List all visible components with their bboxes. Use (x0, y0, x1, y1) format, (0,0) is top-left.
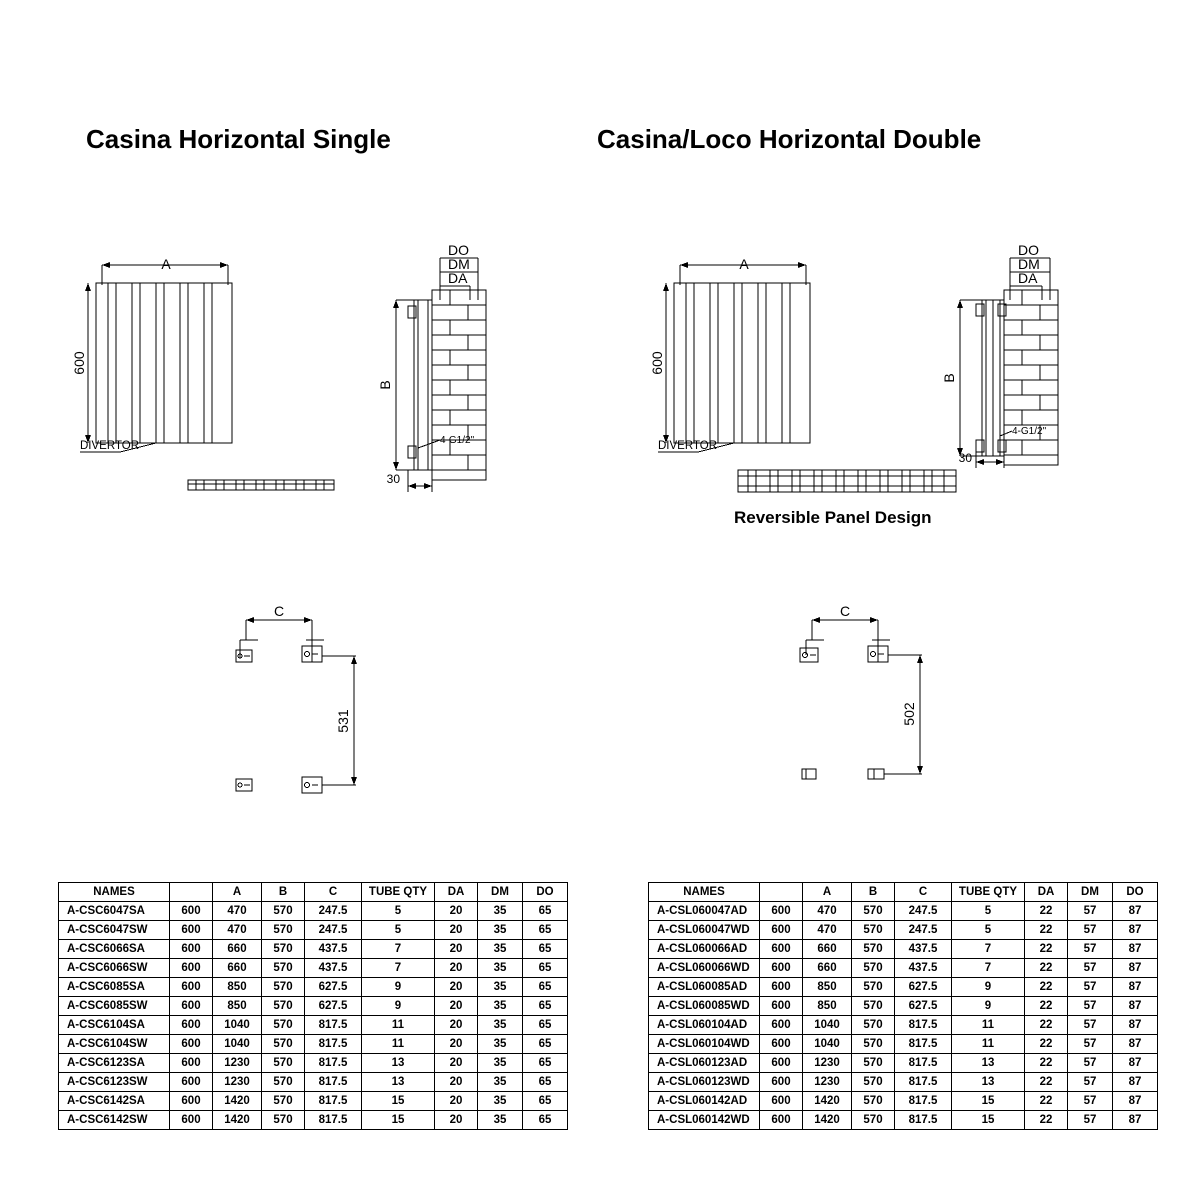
cell-c: 817.5 (895, 1092, 952, 1111)
cell-b: 570 (852, 940, 895, 959)
cell-name: A-CSL060142AD (649, 1092, 760, 1111)
cell-name: A-CSC6104SW (59, 1035, 170, 1054)
cell-a: 1040 (803, 1035, 852, 1054)
cell-dm: 57 (1068, 1035, 1113, 1054)
plan-strip-right (738, 470, 956, 492)
col-header-a: A (213, 883, 262, 902)
cell-c: 817.5 (305, 1035, 362, 1054)
spec-table-single (58, 882, 568, 1130)
cell-tube-qty: 15 (952, 1111, 1025, 1130)
table-row (59, 1054, 568, 1073)
col-header-a: A (803, 883, 852, 902)
cell-b: 570 (852, 902, 895, 921)
cell-c: 247.5 (895, 902, 952, 921)
cell-do: 87 (1113, 997, 1158, 1016)
cell-b: 570 (852, 1111, 895, 1130)
cell-b: 570 (262, 1073, 305, 1092)
cell-b: 570 (262, 921, 305, 940)
table-row (59, 959, 568, 978)
cell-c: 627.5 (305, 997, 362, 1016)
cell-a: 1040 (803, 1016, 852, 1035)
col-header-b: B (262, 883, 305, 902)
cell-a: 660 (803, 959, 852, 978)
cell-b: 570 (852, 1073, 895, 1092)
cell-c: 437.5 (305, 940, 362, 959)
svg-text:A: A (161, 256, 171, 272)
cell-da: 22 (1025, 921, 1068, 940)
cell-b: 570 (852, 959, 895, 978)
cell-height: 600 (760, 902, 803, 921)
cell-tube-qty: 7 (952, 940, 1025, 959)
cell-tube-qty: 5 (362, 902, 435, 921)
table-row (59, 997, 568, 1016)
cell-a: 470 (213, 902, 262, 921)
cell-tube-qty: 13 (362, 1073, 435, 1092)
cell-b: 570 (852, 1092, 895, 1111)
cell-c: 247.5 (305, 921, 362, 940)
cell-a: 1420 (213, 1111, 262, 1130)
dim-B-left (393, 300, 414, 470)
cell-name: A-CSC6142SA (59, 1092, 170, 1111)
col-header-names: NAMES (59, 883, 170, 902)
cell-dm: 35 (478, 921, 523, 940)
cell-a: 470 (803, 902, 852, 921)
cell-tube-qty: 11 (362, 1035, 435, 1054)
svg-text:A: A (739, 256, 749, 272)
svg-text:DIVERTOR: DIVERTOR (658, 440, 718, 452)
svg-text:DA: DA (448, 270, 468, 286)
cell-dm: 35 (478, 1111, 523, 1130)
cell-c: 817.5 (895, 1035, 952, 1054)
col-header-tube-qty: TUBE QTY (362, 883, 435, 902)
svg-text:DIVERTOR: DIVERTOR (80, 440, 140, 452)
cell-c: 817.5 (305, 1016, 362, 1035)
svg-text:C: C (839, 603, 851, 619)
cell-c: 817.5 (895, 1111, 952, 1130)
cell-dm: 35 (478, 1092, 523, 1111)
cell-a: 660 (213, 959, 262, 978)
cell-do: 65 (523, 959, 568, 978)
table-row (59, 940, 568, 959)
table-row (649, 902, 1158, 921)
cell-height: 600 (170, 1035, 213, 1054)
col-header-height (760, 883, 803, 902)
cell-tube-qty: 11 (362, 1016, 435, 1035)
cell-name: A-CSC6066SA (59, 940, 170, 959)
cell-dm: 57 (1068, 902, 1113, 921)
col-header-do: DO (1113, 883, 1158, 902)
cell-tube-qty: 15 (362, 1111, 435, 1130)
cell-da: 20 (435, 940, 478, 959)
cell-b: 570 (852, 1035, 895, 1054)
cell-tube-qty: 9 (362, 978, 435, 997)
cell-height: 600 (170, 1111, 213, 1130)
cell-height: 600 (170, 1054, 213, 1073)
cell-dm: 35 (478, 940, 523, 959)
svg-text:4-G1/2": 4-G1/2" (1012, 426, 1047, 437)
svg-text:DO: DO (1018, 242, 1039, 258)
cell-name: A-CSL060066AD (649, 940, 760, 959)
cell-c: 437.5 (895, 940, 952, 959)
cell-da: 22 (1025, 1016, 1068, 1035)
col-header-dm: DM (478, 883, 523, 902)
cell-height: 600 (170, 1092, 213, 1111)
cell-do: 87 (1113, 1092, 1158, 1111)
table-row (59, 1016, 568, 1035)
cell-b: 570 (262, 959, 305, 978)
cell-name: A-CSL060104AD (649, 1016, 760, 1035)
cell-do: 65 (523, 1054, 568, 1073)
cell-height: 600 (170, 921, 213, 940)
cell-tube-qty: 9 (952, 978, 1025, 997)
table-row (649, 997, 1158, 1016)
cell-a: 850 (213, 978, 262, 997)
cell-b: 570 (262, 902, 305, 921)
cell-da: 22 (1025, 902, 1068, 921)
cell-c: 817.5 (305, 1073, 362, 1092)
table-row (649, 1092, 1158, 1111)
cell-a: 1230 (803, 1054, 852, 1073)
cell-height: 600 (760, 940, 803, 959)
cell-b: 570 (852, 1016, 895, 1035)
cell-height: 600 (170, 959, 213, 978)
cell-dm: 57 (1068, 959, 1113, 978)
cell-da: 22 (1025, 997, 1068, 1016)
cell-da: 20 (435, 997, 478, 1016)
cell-height: 600 (170, 1073, 213, 1092)
cell-do: 65 (523, 1016, 568, 1035)
svg-text:30: 30 (386, 472, 400, 486)
table-row (59, 902, 568, 921)
svg-text:DO: DO (448, 242, 469, 258)
cell-tube-qty: 15 (362, 1092, 435, 1111)
cell-dm: 35 (478, 1073, 523, 1092)
cell-dm: 57 (1068, 997, 1113, 1016)
cell-height: 600 (170, 997, 213, 1016)
cell-c: 817.5 (305, 1054, 362, 1073)
cell-dm: 57 (1068, 1092, 1113, 1111)
cell-c: 817.5 (895, 1016, 952, 1035)
cell-name: A-CSL060066WD (649, 959, 760, 978)
cell-name: A-CSC6085SA (59, 978, 170, 997)
svg-text:DM: DM (448, 256, 470, 272)
cell-name: A-CSL060085WD (649, 997, 760, 1016)
table-row (649, 921, 1158, 940)
cell-tube-qty: 5 (952, 902, 1025, 921)
cell-name: A-CSC6142SW (59, 1111, 170, 1130)
cell-a: 1420 (213, 1092, 262, 1111)
table-row (649, 1054, 1158, 1073)
cell-da: 20 (435, 959, 478, 978)
cell-height: 600 (760, 1111, 803, 1130)
svg-text:DA: DA (1018, 270, 1038, 286)
cell-do: 65 (523, 978, 568, 997)
cell-height: 600 (170, 902, 213, 921)
cell-do: 87 (1113, 1016, 1158, 1035)
cell-da: 22 (1025, 1111, 1068, 1130)
cell-a: 1040 (213, 1035, 262, 1054)
col-header-da: DA (1025, 883, 1068, 902)
cell-name: A-CSC6066SW (59, 959, 170, 978)
cell-do: 65 (523, 902, 568, 921)
cell-do: 65 (523, 1073, 568, 1092)
cell-c: 437.5 (895, 959, 952, 978)
cell-do: 87 (1113, 902, 1158, 921)
cell-name: A-CSC6047SW (59, 921, 170, 940)
cell-tube-qty: 9 (362, 997, 435, 1016)
cell-da: 22 (1025, 940, 1068, 959)
cell-do: 87 (1113, 959, 1158, 978)
cell-dm: 35 (478, 1035, 523, 1054)
svg-text:600: 600 (71, 351, 87, 375)
svg-text:C: C (273, 603, 285, 619)
col-header-dm: DM (1068, 883, 1113, 902)
bracket-layout-right (800, 603, 923, 779)
table-row (59, 1073, 568, 1092)
cell-height: 600 (760, 997, 803, 1016)
cell-c: 817.5 (305, 1092, 362, 1111)
col-header-c: C (305, 883, 362, 902)
cell-b: 570 (262, 978, 305, 997)
cell-da: 22 (1025, 959, 1068, 978)
cell-a: 1420 (803, 1111, 852, 1130)
cell-name: A-CSL060047AD (649, 902, 760, 921)
cell-name: A-CSC6104SA (59, 1016, 170, 1035)
cell-a: 850 (803, 997, 852, 1016)
cell-c: 247.5 (305, 902, 362, 921)
cell-a: 1230 (213, 1054, 262, 1073)
table-row (59, 921, 568, 940)
cell-dm: 35 (478, 978, 523, 997)
cell-height: 600 (760, 978, 803, 997)
cell-do: 87 (1113, 978, 1158, 997)
col-header-names: NAMES (649, 883, 760, 902)
cell-name: A-CSL060123AD (649, 1054, 760, 1073)
table-header-row (59, 883, 568, 902)
table-row (649, 978, 1158, 997)
cell-a: 470 (803, 921, 852, 940)
cell-dm: 57 (1068, 1016, 1113, 1035)
cell-dm: 57 (1068, 1073, 1113, 1092)
cell-b: 570 (262, 1035, 305, 1054)
cell-height: 600 (760, 1073, 803, 1092)
cell-tube-qty: 11 (952, 1016, 1025, 1035)
table-row (649, 1111, 1158, 1130)
table-row (59, 1111, 568, 1130)
cell-dm: 35 (478, 1016, 523, 1035)
cell-b: 570 (852, 978, 895, 997)
cell-dm: 35 (478, 997, 523, 1016)
col-header-height (170, 883, 213, 902)
cell-do: 65 (523, 1092, 568, 1111)
cell-do: 87 (1113, 1035, 1158, 1054)
cell-name: A-CSC6085SW (59, 997, 170, 1016)
cell-name: A-CSL060142WD (649, 1111, 760, 1130)
bracket-layout-left (236, 603, 357, 793)
spec-table-double (648, 882, 1158, 1130)
dim-30-left (408, 470, 432, 492)
cell-tube-qty: 9 (952, 997, 1025, 1016)
cell-do: 65 (523, 940, 568, 959)
cell-do: 87 (1113, 940, 1158, 959)
cell-a: 660 (213, 940, 262, 959)
cell-b: 570 (262, 1092, 305, 1111)
cell-name: A-CSL060047WD (649, 921, 760, 940)
cell-da: 20 (435, 1035, 478, 1054)
table-row (649, 959, 1158, 978)
cell-do: 65 (523, 997, 568, 1016)
cell-a: 1420 (803, 1092, 852, 1111)
cell-b: 570 (262, 1054, 305, 1073)
cell-a: 470 (213, 921, 262, 940)
cell-c: 817.5 (305, 1111, 362, 1130)
cell-da: 20 (435, 1092, 478, 1111)
cell-b: 570 (262, 1016, 305, 1035)
cell-name: A-CSL060104WD (649, 1035, 760, 1054)
cell-height: 600 (170, 1016, 213, 1035)
cell-height: 600 (760, 1092, 803, 1111)
cell-c: 817.5 (895, 1073, 952, 1092)
cell-b: 570 (262, 1111, 305, 1130)
cell-da: 22 (1025, 1073, 1068, 1092)
cell-height: 600 (760, 1035, 803, 1054)
cell-b: 570 (262, 997, 305, 1016)
cell-a: 850 (213, 997, 262, 1016)
svg-text:502: 502 (901, 702, 917, 726)
cell-name: A-CSC6123SA (59, 1054, 170, 1073)
cell-a: 660 (803, 940, 852, 959)
cell-da: 22 (1025, 1054, 1068, 1073)
cell-b: 570 (852, 1054, 895, 1073)
cell-tube-qty: 5 (362, 921, 435, 940)
svg-text:600: 600 (649, 351, 665, 375)
dim-B-right (957, 300, 982, 456)
cell-c: 627.5 (895, 997, 952, 1016)
cell-da: 22 (1025, 1092, 1068, 1111)
cell-dm: 57 (1068, 978, 1113, 997)
cell-do: 65 (523, 921, 568, 940)
cell-do: 87 (1113, 1073, 1158, 1092)
cell-tube-qty: 5 (952, 921, 1025, 940)
cell-dm: 57 (1068, 1111, 1113, 1130)
cell-tube-qty: 7 (362, 959, 435, 978)
col-header-da: DA (435, 883, 478, 902)
plan-strip-left (188, 480, 334, 490)
cell-name: A-CSC6123SW (59, 1073, 170, 1092)
cell-height: 600 (170, 978, 213, 997)
cell-tube-qty: 11 (952, 1035, 1025, 1054)
cell-dm: 35 (478, 1054, 523, 1073)
cell-c: 437.5 (305, 959, 362, 978)
cell-c: 817.5 (895, 1054, 952, 1073)
table-row (649, 1035, 1158, 1054)
col-header-c: C (895, 883, 952, 902)
cell-do: 87 (1113, 1111, 1158, 1130)
cell-dm: 35 (478, 902, 523, 921)
col-header-tube-qty: TUBE QTY (952, 883, 1025, 902)
cell-a: 1230 (213, 1073, 262, 1092)
col-header-b: B (852, 883, 895, 902)
cell-da: 20 (435, 902, 478, 921)
svg-text:DM: DM (1018, 256, 1040, 272)
cell-da: 22 (1025, 1035, 1068, 1054)
cell-do: 65 (523, 1035, 568, 1054)
cell-dm: 57 (1068, 940, 1113, 959)
cell-height: 600 (760, 921, 803, 940)
cell-height: 600 (170, 940, 213, 959)
cell-tube-qty: 7 (362, 940, 435, 959)
cell-tube-qty: 13 (952, 1073, 1025, 1092)
svg-text:B: B (377, 380, 393, 390)
cell-tube-qty: 7 (952, 959, 1025, 978)
cell-b: 570 (852, 997, 895, 1016)
cell-b: 570 (852, 921, 895, 940)
table-row (649, 1016, 1158, 1035)
cell-c: 627.5 (305, 978, 362, 997)
table-row (649, 940, 1158, 959)
col-header-do: DO (523, 883, 568, 902)
reversible-panel-label: Reversible Panel Design (734, 508, 932, 527)
cell-name: A-CSL060123WD (649, 1073, 760, 1092)
cell-name: A-CSC6047SA (59, 902, 170, 921)
cell-name: A-CSL060085AD (649, 978, 760, 997)
cell-c: 627.5 (895, 978, 952, 997)
cell-tube-qty: 13 (952, 1054, 1025, 1073)
cell-a: 850 (803, 978, 852, 997)
cell-da: 20 (435, 978, 478, 997)
svg-text:B: B (941, 373, 957, 383)
cell-b: 570 (262, 940, 305, 959)
cell-do: 87 (1113, 1054, 1158, 1073)
table-header-row (649, 883, 1158, 902)
cell-da: 20 (435, 1073, 478, 1092)
table-row (649, 1073, 1158, 1092)
page-title-left: Casina Horizontal Single (86, 124, 391, 154)
cell-da: 20 (435, 1054, 478, 1073)
table-row (59, 978, 568, 997)
cell-do: 65 (523, 1111, 568, 1130)
cell-tube-qty: 15 (952, 1092, 1025, 1111)
svg-text:4-G1/2": 4-G1/2" (440, 435, 475, 446)
cell-height: 600 (760, 1054, 803, 1073)
cell-dm: 35 (478, 959, 523, 978)
cell-da: 20 (435, 1016, 478, 1035)
cell-a: 1230 (803, 1073, 852, 1092)
cell-da: 22 (1025, 978, 1068, 997)
cell-dm: 57 (1068, 1054, 1113, 1073)
page-title-right: Casina/Loco Horizontal Double (597, 124, 982, 154)
cell-tube-qty: 13 (362, 1054, 435, 1073)
cell-height: 600 (760, 1016, 803, 1035)
cell-do: 87 (1113, 921, 1158, 940)
cell-c: 247.5 (895, 921, 952, 940)
table-row (59, 1035, 568, 1054)
cell-height: 600 (760, 959, 803, 978)
svg-text:30: 30 (958, 451, 972, 465)
cell-da: 20 (435, 1111, 478, 1130)
cell-da: 20 (435, 921, 478, 940)
table-row (59, 1092, 568, 1111)
svg-text:531: 531 (335, 709, 351, 733)
cell-a: 1040 (213, 1016, 262, 1035)
cell-dm: 57 (1068, 921, 1113, 940)
